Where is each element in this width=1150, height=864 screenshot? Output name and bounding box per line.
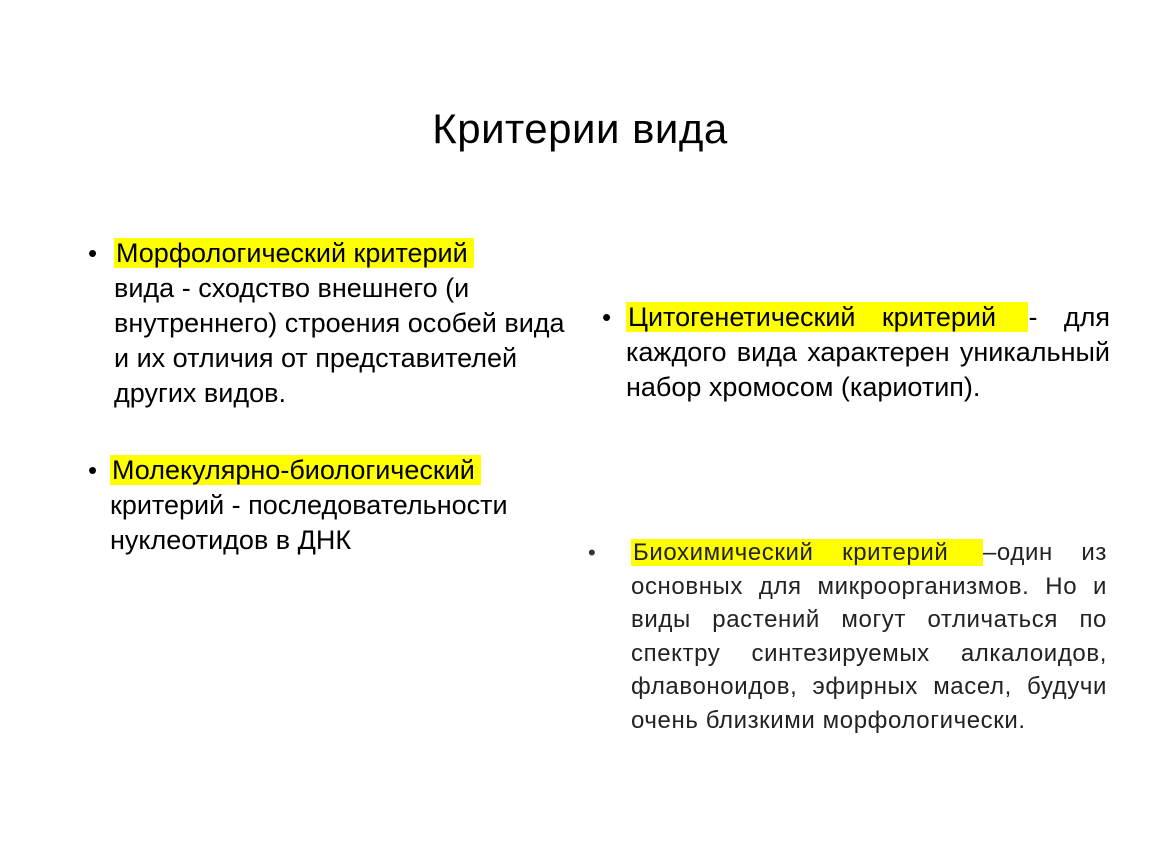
bullet-dot-icon: • — [88, 238, 98, 268]
highlighted-term: Биохимический критерий — [631, 539, 983, 566]
bullet-description: вида - сходство внешнего (и внутреннего) строения особей вида и их отличия от представителей других видов. — [114, 273, 565, 408]
slide-title: Критерии вида — [432, 105, 728, 152]
bullet-text — [626, 300, 1110, 405]
bullet-text — [631, 536, 1107, 737]
bullet-description: - для каждого вида характерен уникальный набор хромосом (кариотип). — [626, 302, 1110, 402]
bullet-dot-icon: • — [88, 455, 98, 485]
highlighted-term: Молекулярно-биологический — [110, 455, 481, 485]
bullet-dot-icon: • — [588, 540, 596, 565]
bullet-text — [110, 453, 560, 558]
highlighted-term: Цитогенетический критерий — [626, 302, 1028, 332]
highlighted-term: Морфологический критерий — [114, 238, 474, 268]
bullet-dot-icon: • — [602, 302, 612, 332]
bullet-description: –один из основных для микроорганизмов. Но и виды растений могут отличаться по спектру синтезируемых алкалоидов, флавоноидов, эфирных масел, будучи очень близкими морфологически. — [631, 539, 1107, 734]
bullet-text — [114, 236, 574, 411]
bullet-description: критерий - последовательности нуклеотидов в ДНК — [110, 490, 508, 555]
